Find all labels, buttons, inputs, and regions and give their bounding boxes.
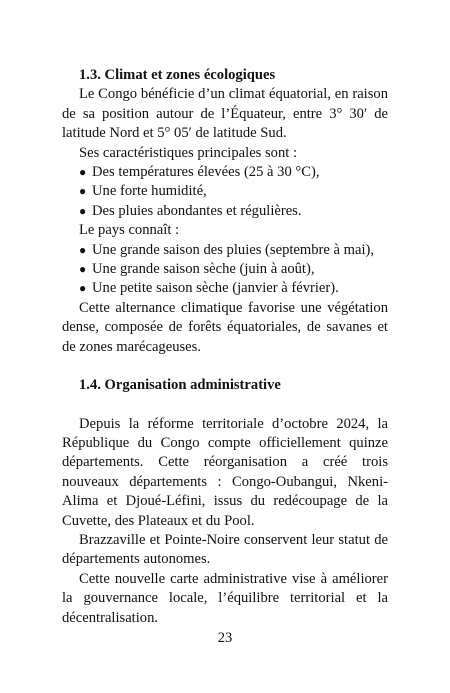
section-heading-administration: 1.4. Organisation administrative [79, 377, 281, 394]
list-item-text: Une petite saison sèche (janvier à février). [92, 280, 339, 297]
list-item [62, 163, 388, 182]
bullet-icon: ● [79, 184, 87, 199]
bullet-icon: ● [79, 242, 87, 257]
list-item [62, 182, 388, 201]
seasons-lead: Le pays connaît : [79, 222, 180, 239]
administration-paragraph-3: Cette nouvelle carte administrative vise à améliorer la gouvernance locale, l’équilibre territorial et la décentralisation. [62, 570, 388, 626]
characteristics-lead: Ses caractéristiques principales sont : [79, 144, 298, 161]
page-number: 23 [217, 630, 233, 646]
list-item-text: Des températures élevées (25 à 30 °C), [92, 164, 320, 181]
bullet-icon: ● [79, 262, 87, 277]
climate-conclusion-paragraph: Cette alternance climatique favorise une végétation dense, composée de forêts équatoriales, de savanes et de zones marécageuses. [62, 299, 388, 355]
bullet-icon: ● [79, 203, 87, 218]
section-heading-climate: 1.3. Climat et zones écologiques [79, 67, 276, 83]
list-item-text: Une forte humidité, [92, 183, 207, 200]
heading-spacer [62, 396, 388, 415]
list-item [62, 279, 388, 298]
climate-intro-paragraph: Le Congo bénéficie d’un climat équatorial, en raison de sa position autour de l’Équateur, entre 3° 30′ de latitude Nord et 5° 05′ de latitude Sud. [62, 86, 388, 142]
list-item-text: Des pluies abondantes et régulières. [92, 202, 302, 219]
characteristics-list [62, 163, 388, 221]
page-body [62, 66, 388, 628]
seasons-list [62, 241, 388, 299]
bullet-icon: ● [79, 165, 87, 180]
list-item-text: Une grande saison sèche (juin à août), [92, 261, 315, 278]
list-item [62, 260, 388, 279]
list-item [62, 241, 388, 260]
list-item [62, 202, 388, 221]
list-item-text: Une grande saison des pluies (septembre à mai), [92, 241, 375, 258]
bullet-icon: ● [79, 281, 87, 296]
administration-paragraph-2: Brazzaville et Pointe-Noire conservent leur statut de départements autonomes. [62, 531, 388, 568]
administration-paragraph-1: Depuis la réforme territoriale d’octobre 2024, la République du Congo compte officiellement quinze départements. Cette réorganisation a créé trois nouveaux départements : Congo-Oubangui, Nkeni-Alima et Djoué-Léfini, issus du redécoupage de la Cuvette, des Plateaux et du Pool. [62, 415, 388, 529]
section-spacer [62, 357, 388, 376]
